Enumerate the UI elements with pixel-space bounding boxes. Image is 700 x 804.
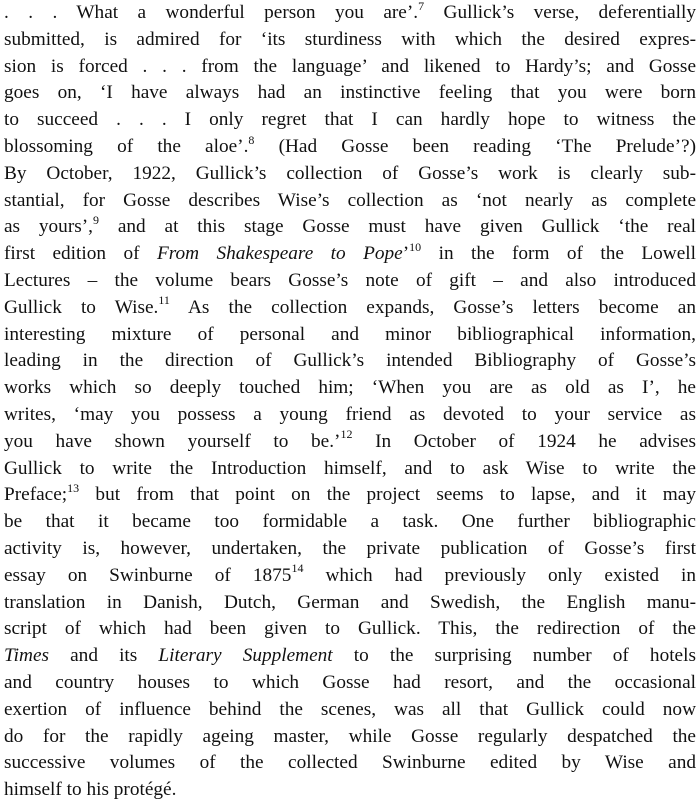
text-run: first edition of (4, 243, 157, 265)
text-run: which had previously only existed in (303, 564, 697, 586)
text-run: . . . What a wonderful person you are’. (4, 2, 419, 23)
text-run: Lectures – the volume bears Gosse’s note of gift – and also introduced (4, 269, 696, 291)
text-line (4, 54, 696, 81)
text-run: activity is, however, undertaken, the private publication of Gosse’s first (4, 537, 696, 559)
text-line (4, 80, 696, 107)
footnote-marker: 10 (409, 239, 422, 254)
text-run: works which so deeply touched him; ‘When you are as old as I’, he (4, 377, 696, 399)
text-run: and at this stage Gosse must have given Gullick ‘the real (99, 216, 696, 238)
text-run: you have shown yourself to be.’ (4, 430, 341, 452)
text-run: (Had Gosse been reading ‘The Prelude’?) (254, 135, 696, 157)
text-line (4, 161, 696, 188)
document-page (4, 0, 696, 804)
text-run: Gullick’s verse, deferentially (424, 2, 696, 23)
body-text (4, 0, 696, 804)
text-run: Preface; (4, 484, 68, 506)
italic-title: From Shakespeare to Pope (156, 243, 403, 265)
footnote-marker: 8 (248, 132, 255, 147)
text-run: essay on Swinburne of 1875 (4, 564, 292, 586)
text-line (4, 27, 696, 54)
text-line (4, 724, 696, 751)
text-line (4, 107, 696, 134)
text-run: do for the rapidly ageing master, while Gosse regularly despatched the (4, 725, 696, 747)
text-line (4, 0, 696, 27)
text-run: exertion of influence behind the scenes, was all that Gullick could now (4, 698, 696, 720)
text-run: successive volumes of the collected Swinburne edited by Wise and (4, 752, 696, 774)
text-line (4, 268, 696, 295)
text-line (4, 750, 696, 777)
text-run: and country houses to which Gosse had resort, and the occasional (4, 671, 696, 693)
text-line (4, 456, 696, 483)
footnote-marker: 14 (291, 561, 304, 576)
text-run: in the form of the Lowell (421, 243, 696, 265)
text-run: Gullick to write the Introduction himself, and to ask Wise to write the (4, 457, 696, 479)
text-run: to the surprising number of hotels (332, 645, 696, 667)
text-run: be that it became too formidable a task. One further bibliographic (4, 511, 696, 533)
text-line (4, 536, 696, 563)
text-run: himself to his protégé. (4, 779, 177, 801)
text-run: leading in the direction of Gullick’s intended Bibliography of Gosse’s (4, 350, 696, 372)
text-line (4, 188, 696, 215)
text-run: blossoming of the aloe’. (4, 135, 249, 157)
text-run: interesting mixture of personal and minor bibliographical information, (4, 323, 696, 345)
footnote-marker: 12 (340, 427, 353, 442)
text-line (4, 295, 696, 322)
text-run: goes on, ‘I have always had an instinctive feeling that you were born (4, 82, 696, 104)
footnote-marker: 13 (67, 480, 80, 495)
text-run: writes, ‘may you possess a young friend as devoted to your service as (4, 403, 696, 425)
text-line (4, 214, 696, 241)
text-line (4, 616, 696, 643)
text-run: submitted, is admired for ‘its sturdiness with which the desired expres- (4, 28, 696, 50)
text-line (4, 375, 696, 402)
text-line (4, 590, 696, 617)
text-run: stantial, for Gosse describes Wise’s collection as ‘not nearly as complete (4, 189, 696, 211)
italic-title: Literary Supplement (158, 645, 333, 667)
text-run: translation in Danish, Dutch, German and Swedish, the English manu- (4, 591, 696, 613)
text-line (4, 134, 696, 161)
text-line (4, 241, 696, 268)
text-line (4, 348, 696, 375)
text-run: script of which had been given to Gullick. This, the redirection of the (4, 618, 696, 640)
footnote-marker: 7 (418, 0, 425, 13)
footnote-marker: 9 (93, 212, 99, 227)
text-run: to succeed . . . I only regret that I can hardly hope to witness the (4, 109, 696, 131)
text-line (4, 402, 696, 429)
text-run: As the collection expands, Gosse’s letters become an (169, 296, 696, 318)
text-run: In October of 1924 he advises (352, 430, 696, 452)
text-line (4, 429, 696, 456)
text-line (4, 563, 696, 590)
text-line (4, 697, 696, 724)
text-run: sion is forced . . . from the language’ and likened to Hardy’s; and Gosse (4, 55, 696, 77)
text-run: as yours’, (4, 216, 93, 238)
footnote-marker: 11 (158, 293, 170, 308)
italic-title: Times (4, 645, 50, 667)
text-run: but from that point on the project seems to lapse, and it may (79, 484, 696, 506)
text-line (4, 482, 696, 509)
text-run: By October, 1922, Gullick’s collection of Gosse’s work is clearly sub- (4, 162, 696, 184)
text-line (4, 643, 696, 670)
text-line (4, 777, 696, 804)
text-run: Gullick to Wise. (4, 296, 159, 318)
text-line (4, 322, 696, 349)
text-line (4, 670, 696, 697)
text-run: and its (49, 645, 159, 667)
text-run: ’ (402, 243, 410, 265)
text-line (4, 509, 696, 536)
